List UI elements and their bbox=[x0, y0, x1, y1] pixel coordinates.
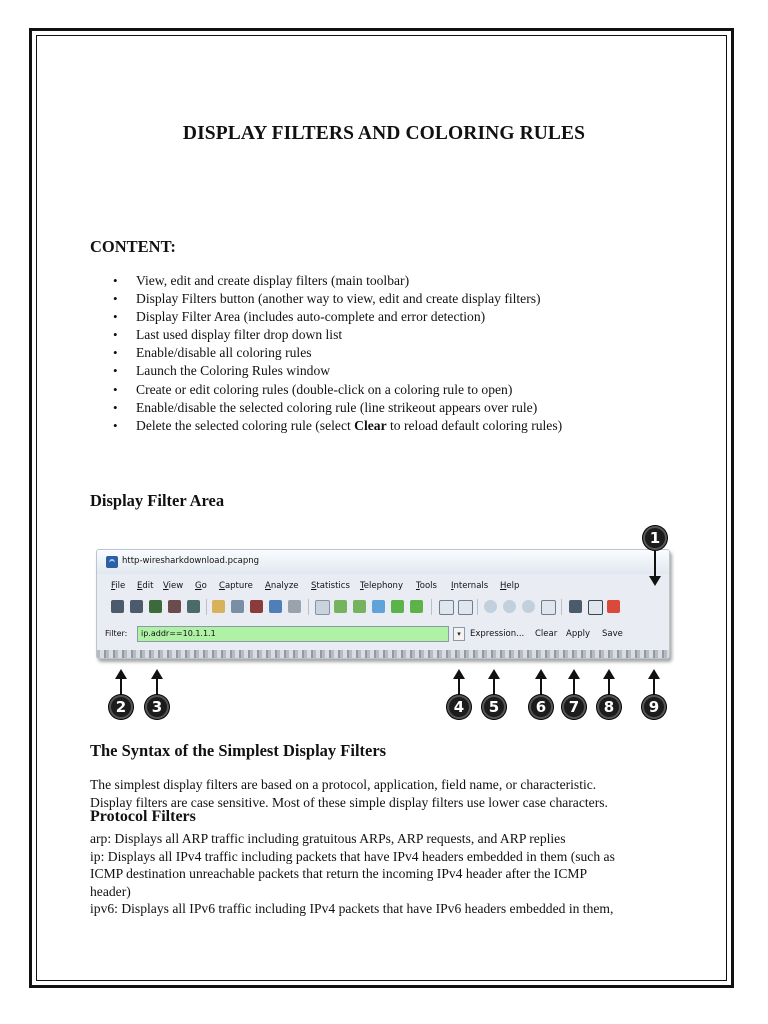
display-filter-area-heading: Display Filter Area bbox=[90, 491, 225, 510]
callout-6: 6 bbox=[529, 695, 553, 719]
window-title: http-wiresharkdownload.pcapng bbox=[122, 556, 260, 566]
open-file-icon[interactable] bbox=[212, 600, 225, 613]
toolbar-separator bbox=[308, 599, 309, 615]
syntax-paragraph bbox=[90, 776, 690, 811]
expression-button[interactable]: Expression... bbox=[470, 629, 525, 639]
menu-statistics[interactable]: Statistics bbox=[311, 581, 350, 591]
callout-arrowhead bbox=[535, 669, 547, 679]
list-item: • Create or edit coloring rules (double-click on a coloring rule to open) bbox=[92, 381, 562, 399]
go-first-packet-icon[interactable] bbox=[391, 600, 404, 613]
find-packet-icon[interactable] bbox=[315, 600, 330, 615]
menu-go[interactable]: Go bbox=[195, 581, 207, 591]
callout-arrow bbox=[653, 679, 655, 695]
callout-arrowhead bbox=[648, 669, 660, 679]
toolbar-separator bbox=[431, 599, 432, 615]
colorize-icon[interactable] bbox=[439, 600, 454, 615]
protocol-line: ICMP destination unreachable packets that return the incoming IPv4 header after the ICMP bbox=[90, 866, 588, 882]
callout-1: 1 bbox=[643, 526, 667, 550]
zoom-in-icon[interactable] bbox=[484, 600, 497, 613]
callout-8: 8 bbox=[597, 695, 621, 719]
menu-file[interactable]: File bbox=[111, 581, 126, 591]
list-item: • Launch the Coloring Rules window bbox=[92, 362, 562, 380]
menu-bar bbox=[97, 579, 669, 595]
callout-arrow bbox=[608, 679, 610, 695]
callout-3: 3 bbox=[145, 695, 169, 719]
resize-columns-icon[interactable] bbox=[541, 600, 556, 615]
capture-filters-icon[interactable] bbox=[569, 600, 582, 613]
callout-arrow bbox=[654, 550, 656, 576]
menu-help[interactable]: Help bbox=[500, 581, 520, 591]
display-filter-toolbar bbox=[97, 624, 669, 646]
start-capture-icon[interactable] bbox=[149, 600, 162, 613]
syntax-heading: The Syntax of the Simplest Display Filters bbox=[90, 741, 387, 760]
protocol-line: ip: Displays all IPv4 traffic including packets that have IPv4 headers embedded in them (such as bbox=[90, 848, 615, 864]
save-filter-button[interactable]: Save bbox=[602, 629, 623, 639]
callout-7: 7 bbox=[562, 695, 586, 719]
callout-arrow bbox=[493, 679, 495, 695]
callout-arrow bbox=[120, 679, 122, 695]
auto-scroll-icon[interactable] bbox=[458, 600, 473, 615]
clear-button[interactable]: Clear bbox=[535, 629, 558, 639]
content-heading: CONTENT: bbox=[90, 237, 176, 256]
window-titlebar bbox=[97, 550, 669, 574]
go-to-packet-icon[interactable] bbox=[372, 600, 385, 613]
wireshark-toolbar-screenshot bbox=[96, 549, 676, 659]
coloring-rules-icon[interactable] bbox=[607, 600, 620, 613]
display-filters-icon[interactable] bbox=[588, 600, 603, 615]
callout-arrowhead bbox=[649, 576, 661, 586]
callout-arrowhead bbox=[453, 669, 465, 679]
syntax-line: Display filters are case sensitive. Most of these simple display filters use lower case characters. bbox=[90, 794, 608, 810]
menu-telephony[interactable]: Telephony bbox=[360, 581, 403, 591]
go-back-icon[interactable] bbox=[334, 600, 347, 613]
syntax-line: The simplest display filters are based on a protocol, application, field name, or characteristic. bbox=[90, 777, 597, 792]
callout-2: 2 bbox=[109, 695, 133, 719]
wireshark-window bbox=[96, 549, 670, 659]
list-item: • Display Filters button (another way to view, edit and create display filters) bbox=[92, 290, 562, 308]
list-item: • Enable/disable all coloring rules bbox=[92, 344, 562, 362]
protocol-line: arp: Displays all ARP traffic including gratuitous ARPs, ARP requests, and ARP replies bbox=[90, 831, 566, 846]
protocol-line: header) bbox=[90, 883, 131, 899]
interfaces-icon[interactable] bbox=[111, 600, 124, 613]
list-item: • Delete the selected coloring rule (select Clear to reload default coloring rules) bbox=[92, 417, 562, 435]
toolbar-separator bbox=[206, 599, 207, 615]
print-icon[interactable] bbox=[288, 600, 301, 613]
callout-9: 9 bbox=[642, 695, 666, 719]
list-item: • Display Filter Area (includes auto-complete and error detection) bbox=[92, 308, 562, 326]
callout-arrowhead bbox=[151, 669, 163, 679]
protocol-filters-heading: Protocol Filters bbox=[90, 808, 196, 825]
callout-arrow bbox=[156, 679, 158, 695]
clear-keyword: Clear bbox=[354, 417, 387, 433]
filter-history-dropdown[interactable]: ▾ bbox=[453, 627, 465, 641]
callout-arrow bbox=[458, 679, 460, 695]
zoom-out-icon[interactable] bbox=[503, 600, 516, 613]
page-title: DISPLAY FILTERS AND COLORING RULES bbox=[182, 123, 586, 144]
close-file-icon[interactable] bbox=[250, 600, 263, 613]
menu-view[interactable]: View bbox=[163, 581, 184, 591]
callout-5: 5 bbox=[482, 695, 506, 719]
wireshark-app-icon bbox=[106, 556, 118, 568]
toolbar-separator bbox=[561, 599, 562, 615]
menu-internals[interactable]: Internals bbox=[451, 581, 489, 591]
main-toolbar bbox=[97, 596, 669, 618]
list-item: • View, edit and create display filters (main toolbar) bbox=[92, 272, 562, 290]
callout-arrowhead bbox=[568, 669, 580, 679]
display-filter-input[interactable]: ip.addr==10.1.1.1 bbox=[137, 626, 449, 642]
callout-arrowhead bbox=[603, 669, 615, 679]
toolbar-separator bbox=[477, 599, 478, 615]
reload-icon[interactable] bbox=[269, 600, 282, 613]
filter-label: Filter: bbox=[105, 629, 128, 638]
content-bullet-list bbox=[92, 272, 562, 435]
callout-4: 4 bbox=[447, 695, 471, 719]
stop-capture-icon[interactable] bbox=[168, 600, 181, 613]
protocol-filters-text bbox=[90, 830, 690, 918]
save-file-icon[interactable] bbox=[231, 600, 244, 613]
menu-analyze[interactable]: Analyze bbox=[265, 581, 299, 591]
callout-arrowhead bbox=[115, 669, 127, 679]
callout-arrow bbox=[573, 679, 575, 695]
menu-tools[interactable]: Tools bbox=[416, 581, 437, 591]
protocol-line: ipv6: Displays all IPv6 traffic including IPv4 packets that have IPv6 headers embedded in them, bbox=[90, 901, 614, 917]
list-item: • Last used display filter drop down list bbox=[92, 326, 562, 344]
go-forward-icon[interactable] bbox=[353, 600, 366, 613]
torn-edge bbox=[97, 650, 669, 659]
capture-options-icon[interactable] bbox=[130, 600, 143, 613]
menu-capture[interactable]: Capture bbox=[219, 581, 253, 591]
callout-arrowhead bbox=[488, 669, 500, 679]
menu-edit[interactable]: Edit bbox=[137, 581, 154, 591]
apply-button[interactable]: Apply bbox=[566, 629, 590, 639]
list-item: • Enable/disable the selected coloring rule (line strikeout appears over rule) bbox=[92, 399, 562, 417]
restart-capture-icon[interactable] bbox=[187, 600, 200, 613]
callout-arrow bbox=[540, 679, 542, 695]
go-last-packet-icon[interactable] bbox=[410, 600, 423, 613]
normal-size-icon[interactable] bbox=[522, 600, 535, 613]
